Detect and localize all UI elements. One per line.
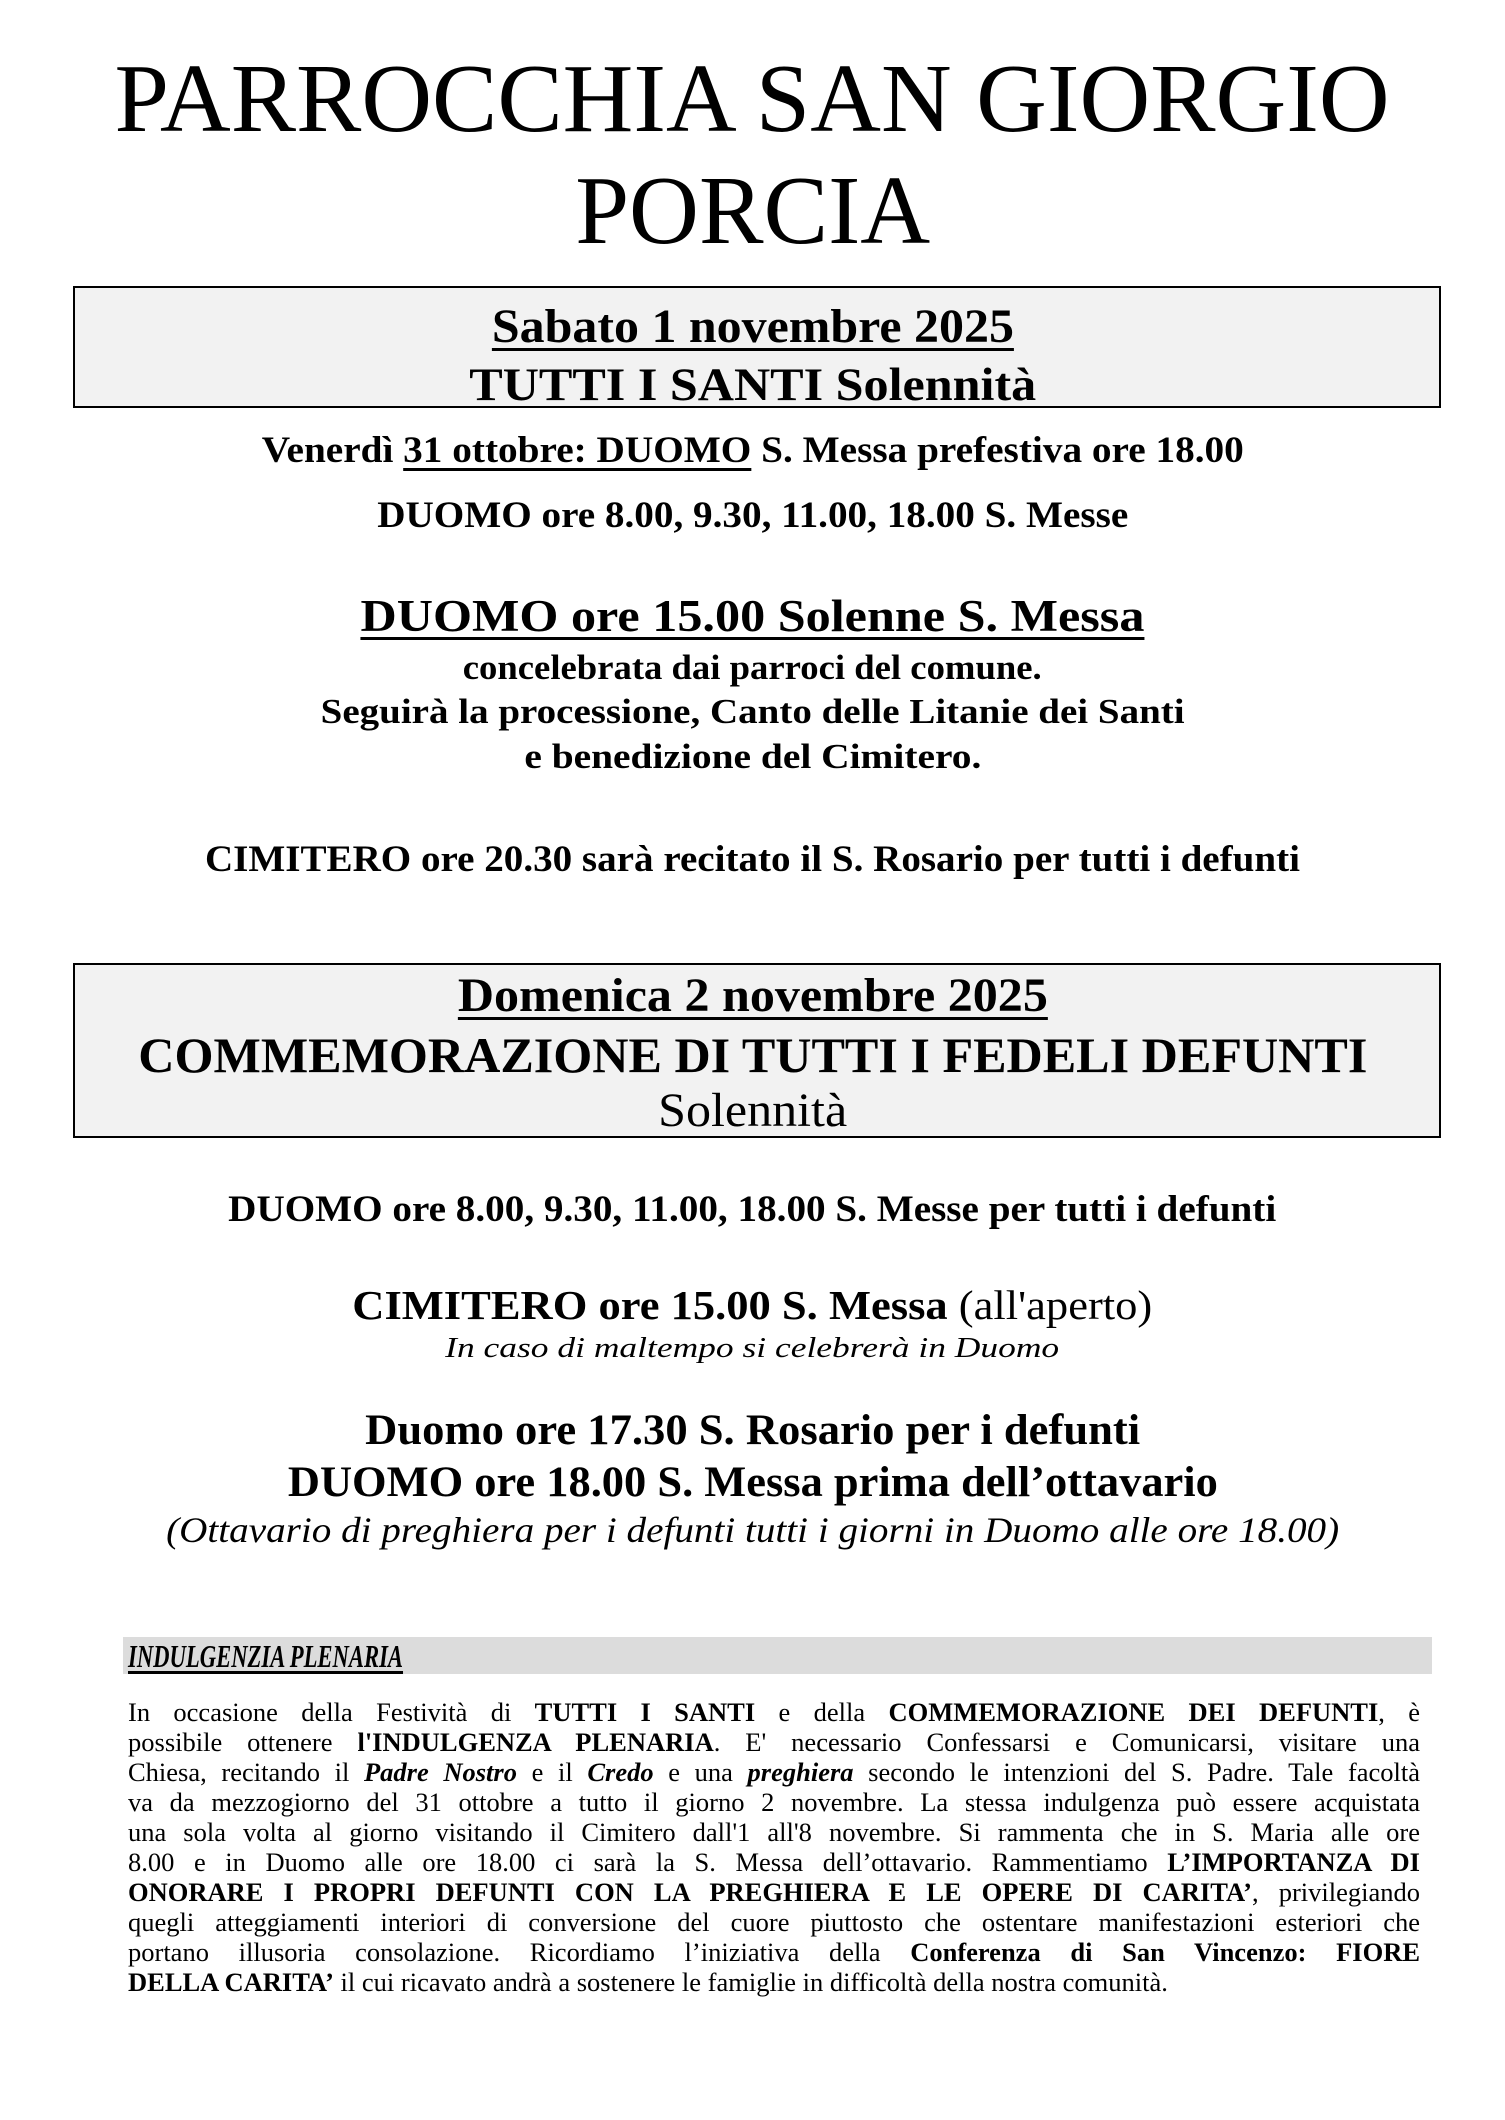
sunday-rank <box>0 1084 1505 1137</box>
sunday-rank-text: Solennità <box>657 1084 848 1137</box>
paragraph-line <box>128 1937 1420 1967</box>
paragraph-line <box>128 1847 1420 1877</box>
sunday-masses <box>0 1191 1505 1228</box>
sunday-masses-text: DUOMO ore 8.00, 9.30, 11.00, 18.00 S. Messe per tutti i defunti <box>228 1189 1277 1230</box>
paragraph-segment: DELLA CARITA’ <box>128 1967 334 1997</box>
paragraph-segment: l'INDULGENZA PLENARIA <box>357 1727 714 1757</box>
parish-title-text: PARROCCHIA SAN GIORGIO <box>114 45 1391 153</box>
saturday-masses <box>0 497 1505 534</box>
parish-title <box>0 45 1505 153</box>
saturday-eve-mass-text <box>261 432 1243 469</box>
octave-note-text: (Ottavario di preghiera per i defunti tutti i giorni in Duomo alle ore 18.00) <box>165 1510 1340 1550</box>
saturday-rosary-text: CIMITERO ore 20.30 sarà recitato il S. Rosario per tutti i defunti <box>204 839 1301 880</box>
paragraph-segment: portano illusoria consolazione. Ricordiamo l’iniziativa della <box>128 1937 911 1967</box>
paragraph-segment: Chiesa, recitando il <box>128 1757 364 1787</box>
indulgence-paragraph <box>128 1697 1420 1997</box>
paragraph-segment: e una <box>653 1757 748 1787</box>
paragraph-segment: e della <box>755 1697 889 1727</box>
paragraph-segment: Conferenza di San Vincenzo: FIORE <box>910 1937 1421 1967</box>
eve-underlined: 31 ottobre: DUOMO <box>402 430 752 471</box>
paragraph-segment: e il <box>516 1757 588 1787</box>
indulgence-heading: INDULGENZIA PLENARIA <box>128 1638 404 1674</box>
parish-town-text: PORCIA <box>574 157 930 265</box>
saturday-feast-text: TUTTI I SANTI Solennità <box>469 359 1036 411</box>
paragraph-segment: Credo <box>587 1757 654 1787</box>
sunday-rosary-text: Duomo ore 17.30 S. Rosario per i defunti <box>365 1407 1140 1454</box>
paragraph-segment: il cui ricavato andrà a sostenere le famiglie in difficoltà della nostra comunità. <box>333 1967 1168 1997</box>
sunday-date <box>0 969 1505 1022</box>
saturday-date <box>0 300 1505 353</box>
saturday-solemn-mass <box>0 591 1505 641</box>
paragraph-segment: In occasione della Festività di <box>128 1697 535 1727</box>
paragraph-segment: ONORARE I PROPRI DEFUNTI CON LA PREGHIERA E LE OPERE DI CARITA’ <box>128 1877 1252 1907</box>
paragraph-segment: Padre Nostro <box>363 1757 517 1787</box>
parish-town <box>0 157 1505 265</box>
paragraph-line <box>128 1907 1420 1937</box>
sunday-octave-mass <box>0 1461 1505 1504</box>
saturday-eve-mass <box>0 432 1505 469</box>
paragraph-segment: 8.00 e in Duomo alle ore 18.00 ci sarà la S. Messa dell’ottavario. Rammentiamo <box>128 1847 1168 1877</box>
bad-weather-note-text: In caso di maltempo si celebrerà in Duomo <box>445 1332 1060 1364</box>
paragraph-segment: COMMEMORAZIONE DEI DEFUNTI <box>888 1697 1379 1727</box>
solemn-detail-3 <box>0 739 1505 774</box>
paragraph-segment: una sola volta al giorno visitando il Cimitero dall'1 all'8 novembre. Si rammenta che in S. Maria alle ore <box>128 1817 1420 1847</box>
paragraph-line <box>128 1727 1420 1757</box>
eve-prefix: Venerdì <box>261 430 403 471</box>
sunday-cemetery-mass-text <box>352 1282 1153 1328</box>
paragraph-line <box>128 1787 1420 1817</box>
paragraph-segment: preghiera <box>747 1757 854 1787</box>
sunday-octave-mass-text: DUOMO ore 18.00 S. Messa prima dell’ottavario <box>287 1459 1218 1506</box>
solemn-detail-3-text: e benedizione del Cimitero. <box>523 737 982 776</box>
saturday-solemn-mass-text: DUOMO ore 15.00 Solenne S. Messa <box>360 591 1145 641</box>
saturday-rosary <box>0 841 1505 878</box>
paragraph-segment: va da mezzogiorno del 31 ottobre a tutto il giorno 2 novembre. La stessa indulgenza può essere acquistata <box>128 1787 1420 1817</box>
paragraph-segment: secondo le intenzioni del S. Padre. Tale facoltà <box>853 1757 1421 1787</box>
paragraph-segment: TUTTI I SANTI <box>534 1697 756 1727</box>
solemn-detail-2-text: Seguirà la processione, Canto delle Litanie dei Santi <box>320 692 1185 731</box>
saturday-date-text: Sabato 1 novembre 2025 <box>491 300 1014 353</box>
paragraph-segment: , privilegiando <box>1251 1877 1420 1907</box>
sunday-cemetery-mass <box>0 1282 1505 1328</box>
eve-suffix: S. Messa prefestiva ore 18.00 <box>751 430 1244 471</box>
saturday-masses-text: DUOMO ore 8.00, 9.30, 11.00, 18.00 S. Messe <box>376 495 1129 536</box>
octave-note <box>0 1512 1505 1548</box>
paragraph-segment: possibile ottenere <box>128 1727 358 1757</box>
paragraph-line <box>128 1967 1420 1997</box>
solemn-detail-2 <box>0 694 1505 729</box>
sunday-feast-text: COMMEMORAZIONE DI TUTTI I FEDELI DEFUNTI <box>137 1027 1368 1083</box>
paragraph-line <box>128 1877 1420 1907</box>
paragraph-segment: L’IMPORTANZA DI <box>1167 1847 1420 1877</box>
solemn-detail-1 <box>0 650 1505 685</box>
cemetery-mass-regular: (all'aperto) <box>947 1282 1153 1328</box>
paragraph-line <box>128 1817 1420 1847</box>
paragraph-line <box>128 1757 1420 1787</box>
paragraph-segment: . E' necessario Confessarsi e Comunicarsi, visitare una <box>713 1727 1420 1757</box>
paragraph-segment: quegli atteggiamenti interiori di conversione del cuore piuttosto che ostentare manifestazioni esteriori che <box>128 1907 1420 1937</box>
sunday-rosary <box>0 1409 1505 1452</box>
paragraph-line <box>128 1697 1420 1727</box>
solemn-detail-1-text: concelebrata dai parroci del comune. <box>463 648 1042 687</box>
sunday-date-text: Domenica 2 novembre 2025 <box>457 969 1048 1022</box>
sunday-feast <box>0 1027 1505 1083</box>
cemetery-mass-bold: CIMITERO ore 15.00 S. Messa <box>352 1282 948 1328</box>
bad-weather-note <box>0 1334 1505 1363</box>
saturday-feast <box>0 359 1505 411</box>
paragraph-segment: , è <box>1378 1697 1421 1727</box>
